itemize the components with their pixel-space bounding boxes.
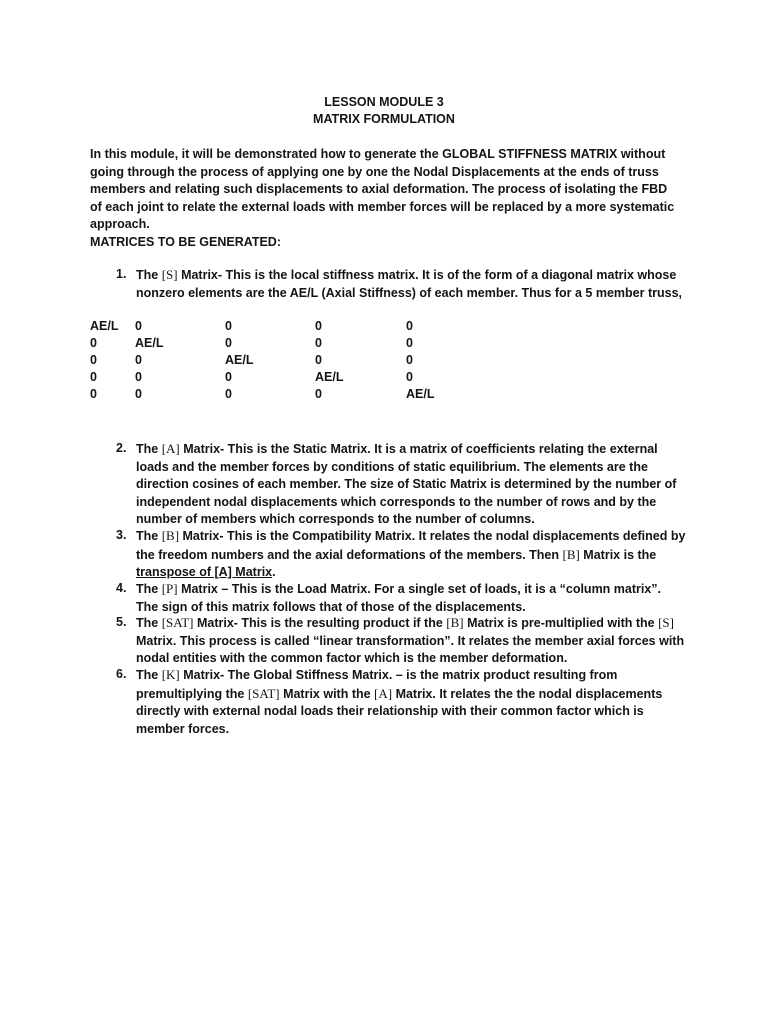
matrix-cell: AE/L	[406, 387, 435, 401]
list-number: 4.	[116, 581, 127, 595]
list-item-5	[116, 614, 686, 668]
matrix-cell: 0	[315, 387, 322, 401]
matrix-cell: 0	[90, 336, 97, 350]
matrix-symbol: [SAT]	[161, 615, 194, 630]
list-number: 3.	[116, 528, 127, 542]
matrix-cell: 0	[406, 353, 413, 367]
list-item-1	[116, 266, 686, 302]
matrix-symbol: [P]	[161, 581, 178, 596]
matrix-cell: 0	[135, 319, 142, 333]
matrix-cell: 0	[406, 336, 413, 350]
intro-paragraph: In this module, it will be demonstrated how to generate the GLOBAL STIFFNESS MATRIX without going through the process of applying one by one the Nodal Displacements at the ends of truss members and relating such displacements to axial deformation. The process of isolating the FBD of each joint to relate the external loads with member forces will be replaced by a more systematic approach.	[90, 147, 675, 231]
matrix-row	[90, 386, 490, 403]
matrix-symbol: [B]	[161, 528, 180, 543]
module-subtitle: MATRIX FORMULATION	[313, 112, 455, 126]
list-number: 5.	[116, 615, 127, 629]
matrix-row	[90, 335, 490, 352]
list-item-2	[116, 440, 686, 529]
matrix-symbol: [K]	[161, 667, 180, 682]
matrix-symbol: [S]	[161, 267, 178, 282]
list-text: The [A] Matrix- This is the Static Matrix. It is a matrix of coefficients relating the external loads and the member forces by conditions of static equilibrium. The elements are the direction cosines of each member. The size of Static Matrix is determined by the number of independent nodal displacements which corresponds to the number of rows and by the number of members which corresponds to the number of columns.	[136, 441, 677, 527]
list-item-3	[116, 527, 686, 582]
matrix-symbol: [A]	[374, 685, 393, 701]
matrix-row	[90, 369, 490, 386]
list-text: The [K] Matrix- The Global Stiffness Matrix. – is the matrix product resulting from premultiplying the [SAT] Matrix with the [A] Matrix. It relates the the nodal displacements directly with external nodal loads their relationship with their common factor which is member forces.	[136, 667, 663, 736]
matrix-row	[90, 352, 490, 369]
matrix-cell: 0	[315, 336, 322, 350]
list-text: The [SAT] Matrix- This is the resulting product if the [B] Matrix is pre-multiplied with the [S] Matrix. This process is called “linear transformation”. It relates the member axial forces with nodal entities with the common factor which is the member deformation.	[136, 615, 685, 666]
matrix-cell: 0	[135, 353, 142, 367]
matrix-cell: 0	[225, 387, 232, 401]
matrix-row	[90, 318, 490, 335]
list-text: The [S] Matrix- This is the local stiffness matrix. It is of the form of a diagonal matrix whose nonzero elements are the AE/L (Axial Stiffness) of each member. Thus for a 5 member truss,	[136, 267, 682, 300]
section-heading: MATRICES TO BE GENERATED:	[90, 235, 281, 249]
matrix-cell: 0	[90, 353, 97, 367]
list-item-6	[116, 666, 686, 738]
matrix-cell: 0	[225, 370, 232, 384]
matrix-cell: AE/L	[225, 353, 254, 367]
matrix-cell: AE/L	[90, 319, 119, 333]
matrix-cell: AE/L	[315, 370, 344, 384]
matrix-cell: 0	[90, 387, 97, 401]
list-item-4	[116, 580, 686, 616]
matrix-cell: 0	[135, 370, 142, 384]
matrix-cell: 0	[315, 353, 322, 367]
matrix-cell: 0	[225, 319, 232, 333]
list-text: The [P] Matrix – This is the Load Matrix. For a single set of loads, it is a “column matrix”. The sign of this matrix follows that of those of the displacements.	[136, 581, 662, 614]
list-number: 2.	[116, 441, 127, 455]
matrix-cell: AE/L	[135, 336, 164, 350]
matrix-symbol: [A]	[161, 441, 180, 456]
matrix-cell: 0	[135, 387, 142, 401]
module-title: LESSON MODULE 3	[324, 95, 444, 109]
matrix-cell: 0	[90, 370, 97, 384]
matrix-symbol: [S]	[658, 615, 674, 630]
list-number: 1.	[116, 267, 127, 281]
matrix-symbol: [B]	[446, 615, 464, 630]
matrix-symbol: [SAT]	[247, 685, 280, 701]
matrix-cell: 0	[406, 319, 413, 333]
list-text: The [B] Matrix- This is the Compatibility Matrix. It relates the nodal displacements defined by the freedom numbers and the axial deformations of the members. Then [B] Matrix is the transpose of [A] Matrix.	[136, 528, 686, 580]
transpose-phrase: transpose of [A] Matrix	[136, 565, 273, 580]
stiffness-matrix	[90, 318, 490, 403]
matrix-cell: 0	[406, 370, 413, 384]
matrix-cell: 0	[225, 336, 232, 350]
matrix-cell: 0	[315, 319, 322, 333]
matrix-symbol: [B]	[562, 546, 580, 562]
list-number: 6.	[116, 667, 127, 681]
